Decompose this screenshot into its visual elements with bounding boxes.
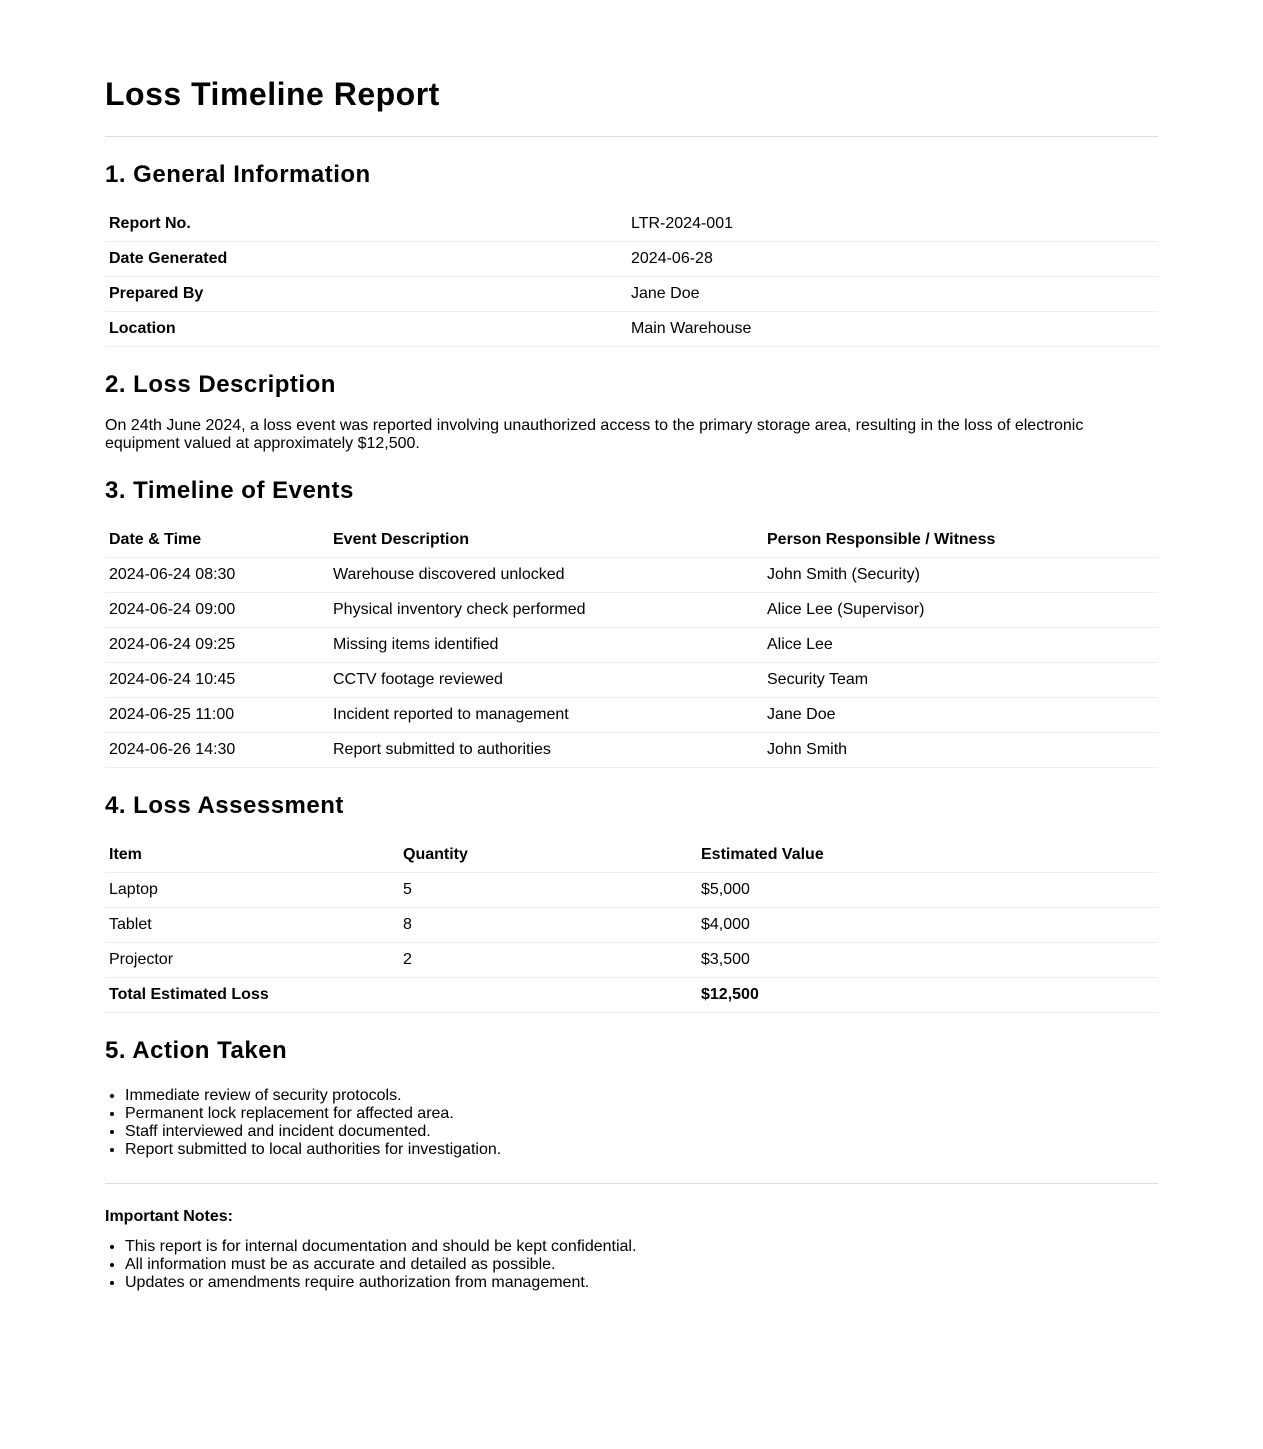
column-header-event: Event Description — [329, 523, 763, 558]
list-item: • Immediate review of security protocols. — [125, 1087, 1158, 1105]
general-info-table — [105, 207, 1158, 347]
column-header-item: Item — [105, 838, 399, 873]
list-item: • Updates or amendments require authorization from management. — [125, 1274, 1158, 1292]
column-header-person: Person Responsible / Witness — [763, 523, 1158, 558]
cell-quantity: 8 — [399, 908, 697, 943]
section-heading-actions: 5. Action Taken — [105, 1037, 288, 1064]
info-label: Location — [105, 312, 627, 347]
table-row — [105, 207, 1158, 242]
cell-event: CCTV footage reviewed — [329, 663, 763, 698]
table-row — [105, 558, 1158, 593]
table-row — [105, 908, 1158, 943]
section-heading-description: 2. Loss Description — [105, 371, 336, 398]
notes-title: Important Notes: — [105, 1208, 233, 1225]
cell-item: Projector — [105, 943, 399, 978]
title-divider — [105, 136, 1158, 137]
cell-datetime: 2024-06-24 09:00 — [105, 593, 329, 628]
notes-list — [105, 1238, 1158, 1292]
cell-datetime: 2024-06-24 09:25 — [105, 628, 329, 663]
list-item: • This report is for internal documentation and should be kept confidential. — [125, 1238, 1158, 1256]
table-row — [105, 312, 1158, 347]
timeline-table — [105, 523, 1158, 768]
notes-divider — [105, 1183, 1158, 1184]
table-row — [105, 593, 1158, 628]
cell-datetime: 2024-06-26 14:30 — [105, 733, 329, 768]
cell-person: Jane Doe — [763, 698, 1158, 733]
info-value: Jane Doe — [627, 277, 1158, 312]
cell-person: John Smith — [763, 733, 1158, 768]
cell-datetime: 2024-06-24 10:45 — [105, 663, 329, 698]
list-item: • Report submitted to local authorities for investigation. — [125, 1141, 1158, 1159]
actions-list — [105, 1087, 1158, 1159]
cell-item: Tablet — [105, 908, 399, 943]
loss-description-text: On 24th June 2024, a loss event was reported involving unauthorized access to the primary storage area, resulting in the loss of electronic equipment valued at approximately $12,500. — [105, 417, 1084, 452]
cell-value: $3,500 — [697, 943, 1158, 978]
list-item: • All information must be as accurate and detailed as possible. — [125, 1256, 1158, 1274]
info-label: Report No. — [105, 207, 627, 242]
cell-quantity: 2 — [399, 943, 697, 978]
column-header-datetime: Date & Time — [105, 523, 329, 558]
cell-datetime: 2024-06-24 08:30 — [105, 558, 329, 593]
total-row — [105, 978, 1158, 1013]
section-heading-timeline: 3. Timeline of Events — [105, 477, 354, 504]
total-value: $12,500 — [697, 978, 1158, 1013]
section-heading-general: 1. General Information — [105, 161, 371, 188]
table-row — [105, 663, 1158, 698]
table-header-row — [105, 523, 1158, 558]
total-empty-cell — [399, 978, 697, 1013]
cell-person: Alice Lee (Supervisor) — [763, 593, 1158, 628]
cell-event: Incident reported to management — [329, 698, 763, 733]
section-heading-assessment: 4. Loss Assessment — [105, 792, 344, 819]
table-header-row — [105, 838, 1158, 873]
loss-assessment-table — [105, 838, 1158, 1013]
cell-person: Security Team — [763, 663, 1158, 698]
cell-event: Physical inventory check performed — [329, 593, 763, 628]
list-item: • Permanent lock replacement for affected area. — [125, 1105, 1158, 1123]
info-value: LTR-2024-001 — [627, 207, 1158, 242]
cell-value: $5,000 — [697, 873, 1158, 908]
table-row — [105, 242, 1158, 277]
info-value: 2024-06-28 — [627, 242, 1158, 277]
report-page — [105, 0, 1158, 1292]
table-row — [105, 277, 1158, 312]
cell-event: Report submitted to authorities — [329, 733, 763, 768]
cell-quantity: 5 — [399, 873, 697, 908]
cell-value: $4,000 — [697, 908, 1158, 943]
report-title: Loss Timeline Report — [105, 76, 440, 112]
cell-person: Alice Lee — [763, 628, 1158, 663]
cell-event: Warehouse discovered unlocked — [329, 558, 763, 593]
table-row — [105, 873, 1158, 908]
info-label: Date Generated — [105, 242, 627, 277]
cell-datetime: 2024-06-25 11:00 — [105, 698, 329, 733]
table-row — [105, 628, 1158, 663]
table-row — [105, 943, 1158, 978]
column-header-quantity: Quantity — [399, 838, 697, 873]
column-header-value: Estimated Value — [697, 838, 1158, 873]
table-row — [105, 733, 1158, 768]
cell-item: Laptop — [105, 873, 399, 908]
info-value: Main Warehouse — [627, 312, 1158, 347]
table-row — [105, 698, 1158, 733]
cell-event: Missing items identified — [329, 628, 763, 663]
total-label: Total Estimated Loss — [105, 978, 399, 1013]
cell-person: John Smith (Security) — [763, 558, 1158, 593]
list-item: • Staff interviewed and incident documented. — [125, 1123, 1158, 1141]
info-label: Prepared By — [105, 277, 627, 312]
